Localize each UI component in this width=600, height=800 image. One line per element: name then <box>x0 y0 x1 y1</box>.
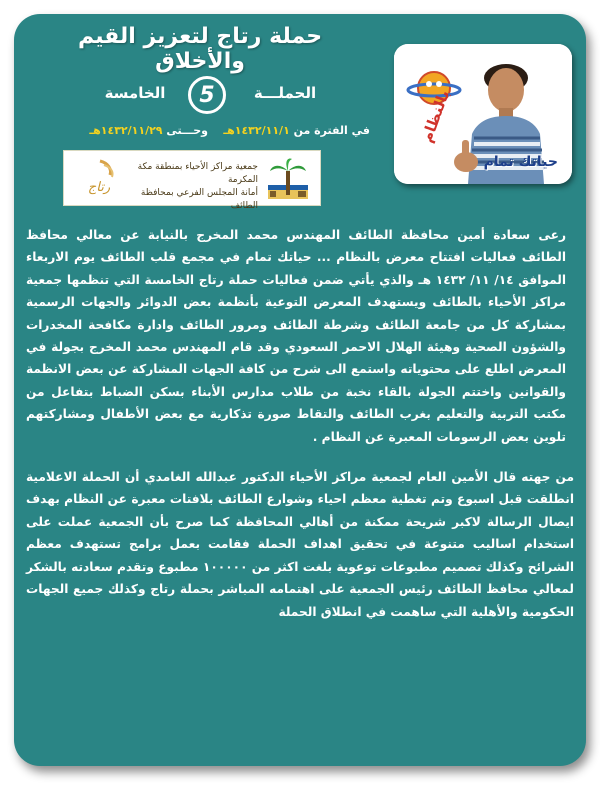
date-start: ١٤٣٢/١١/١هـ <box>223 124 290 137</box>
date-end: ١٤٣٢/١١/٢٩هـ <box>89 124 163 137</box>
sponsor-line-2: أمانة المجلس الفرعي بمحافظة الطائف <box>140 188 258 211</box>
campaign-photo <box>394 44 572 184</box>
date-range <box>60 124 370 137</box>
sponsor-text <box>128 161 258 213</box>
palm-tree-icon <box>266 155 310 201</box>
campaign-row <box>90 76 330 116</box>
badge-text: بالنظام <box>417 87 454 145</box>
rtaj-logo-text: رتاج <box>87 180 111 195</box>
campaign-ordinal: الخامسة <box>104 84 166 102</box>
sponsor-banner <box>63 150 321 211</box>
article-paragraph-1: رعى سعادة أمين محافظة الطائف المهندس محمد المخرج بالنيابة عن معالي محافظ الطائف فعاليات افتتاح معرض بالنظام ... حياتك تمام في مجمع قلب الطائف يوم الاربعاء الموافق ١٤/ ١١/ ١٤٣٢ هـ والذي يأتي ضمن فعاليات حملة رتاج الخامسة التي تنظمها جمعية مراكز الأحياء بالطائف ويستهدف المعرض التوعية بأنظمة بعض الدوائر والجهات الرسمية بمشاركة كل من جامعة الطائف وشرطة الطائف ومرور الطائف وادارة مكافحة المخدرات والشؤون الصحية وهيئة الهلال الاحمر السعودي وقد قام المهندس محمد المخرج بجولة في المعرض اطلع على محتوياته واستمع الى شرح من كافة الجهات المشاركة عن بعض الانظمة والقوانين واختتم الجولة بالقاء نخبة من طلاب مدارس الأبناء بسكن الضباط بتفاعل من مكتب التربية والتعليم بغرب الطائف والتقاط صورة تذكارية مع بعض الأطفال ومشاركتهم تلوين بعض الرسومات المعبرة عن النظام . <box>26 228 567 444</box>
photo-caption: حياتك تمام <box>483 154 558 170</box>
campaign-label: الحملـــة <box>253 84 317 102</box>
rtaj-logo-icon <box>70 157 128 199</box>
date-prefix: في الفترة من <box>293 124 370 137</box>
sponsor-line-1: جمعية مراكز الأحياء بمنطقة مكة المكرمة <box>137 162 258 185</box>
campaign-number-badge: 5 <box>188 76 226 114</box>
page-title: حملة رتاج لتعزيز القيم والأخلاق <box>77 24 323 74</box>
date-until: وحـــتى <box>166 124 209 137</box>
article-paragraph-2: من جهته قال الأمين العام لجمعية مراكز الأحياء الدكتور عبدالله الغامدي أن الحملة الاعلامية انطلقت قبل اسبوع وتم تغطية معظم احياء وشوارع الطائف بلافتات معبرة عن النظام بهدف ايصال الرسالة لاكبر شريحة ممكنة من أهالي المحافظة كما صرح بأن الجمعية عملت على استخدام اساليب متنوعة في تحقيق اهداف الحملة فقامت بعمل برامج تستهدف معظم الشرائح وكذلك تصميم مطبوعات توعوية بلغت اكثر من ١٠٠٠٠٠ مطبوع وتقدم سعادته بالشكر لمعالي محافظ الطائف رئيس الجمعية على اهتمامه المباشر بحملة رتاج وكذلك جميع الجهات الحكومية والأهلية التي ساهمت في انطلاق الحملة <box>26 470 574 619</box>
article-body <box>26 224 574 623</box>
